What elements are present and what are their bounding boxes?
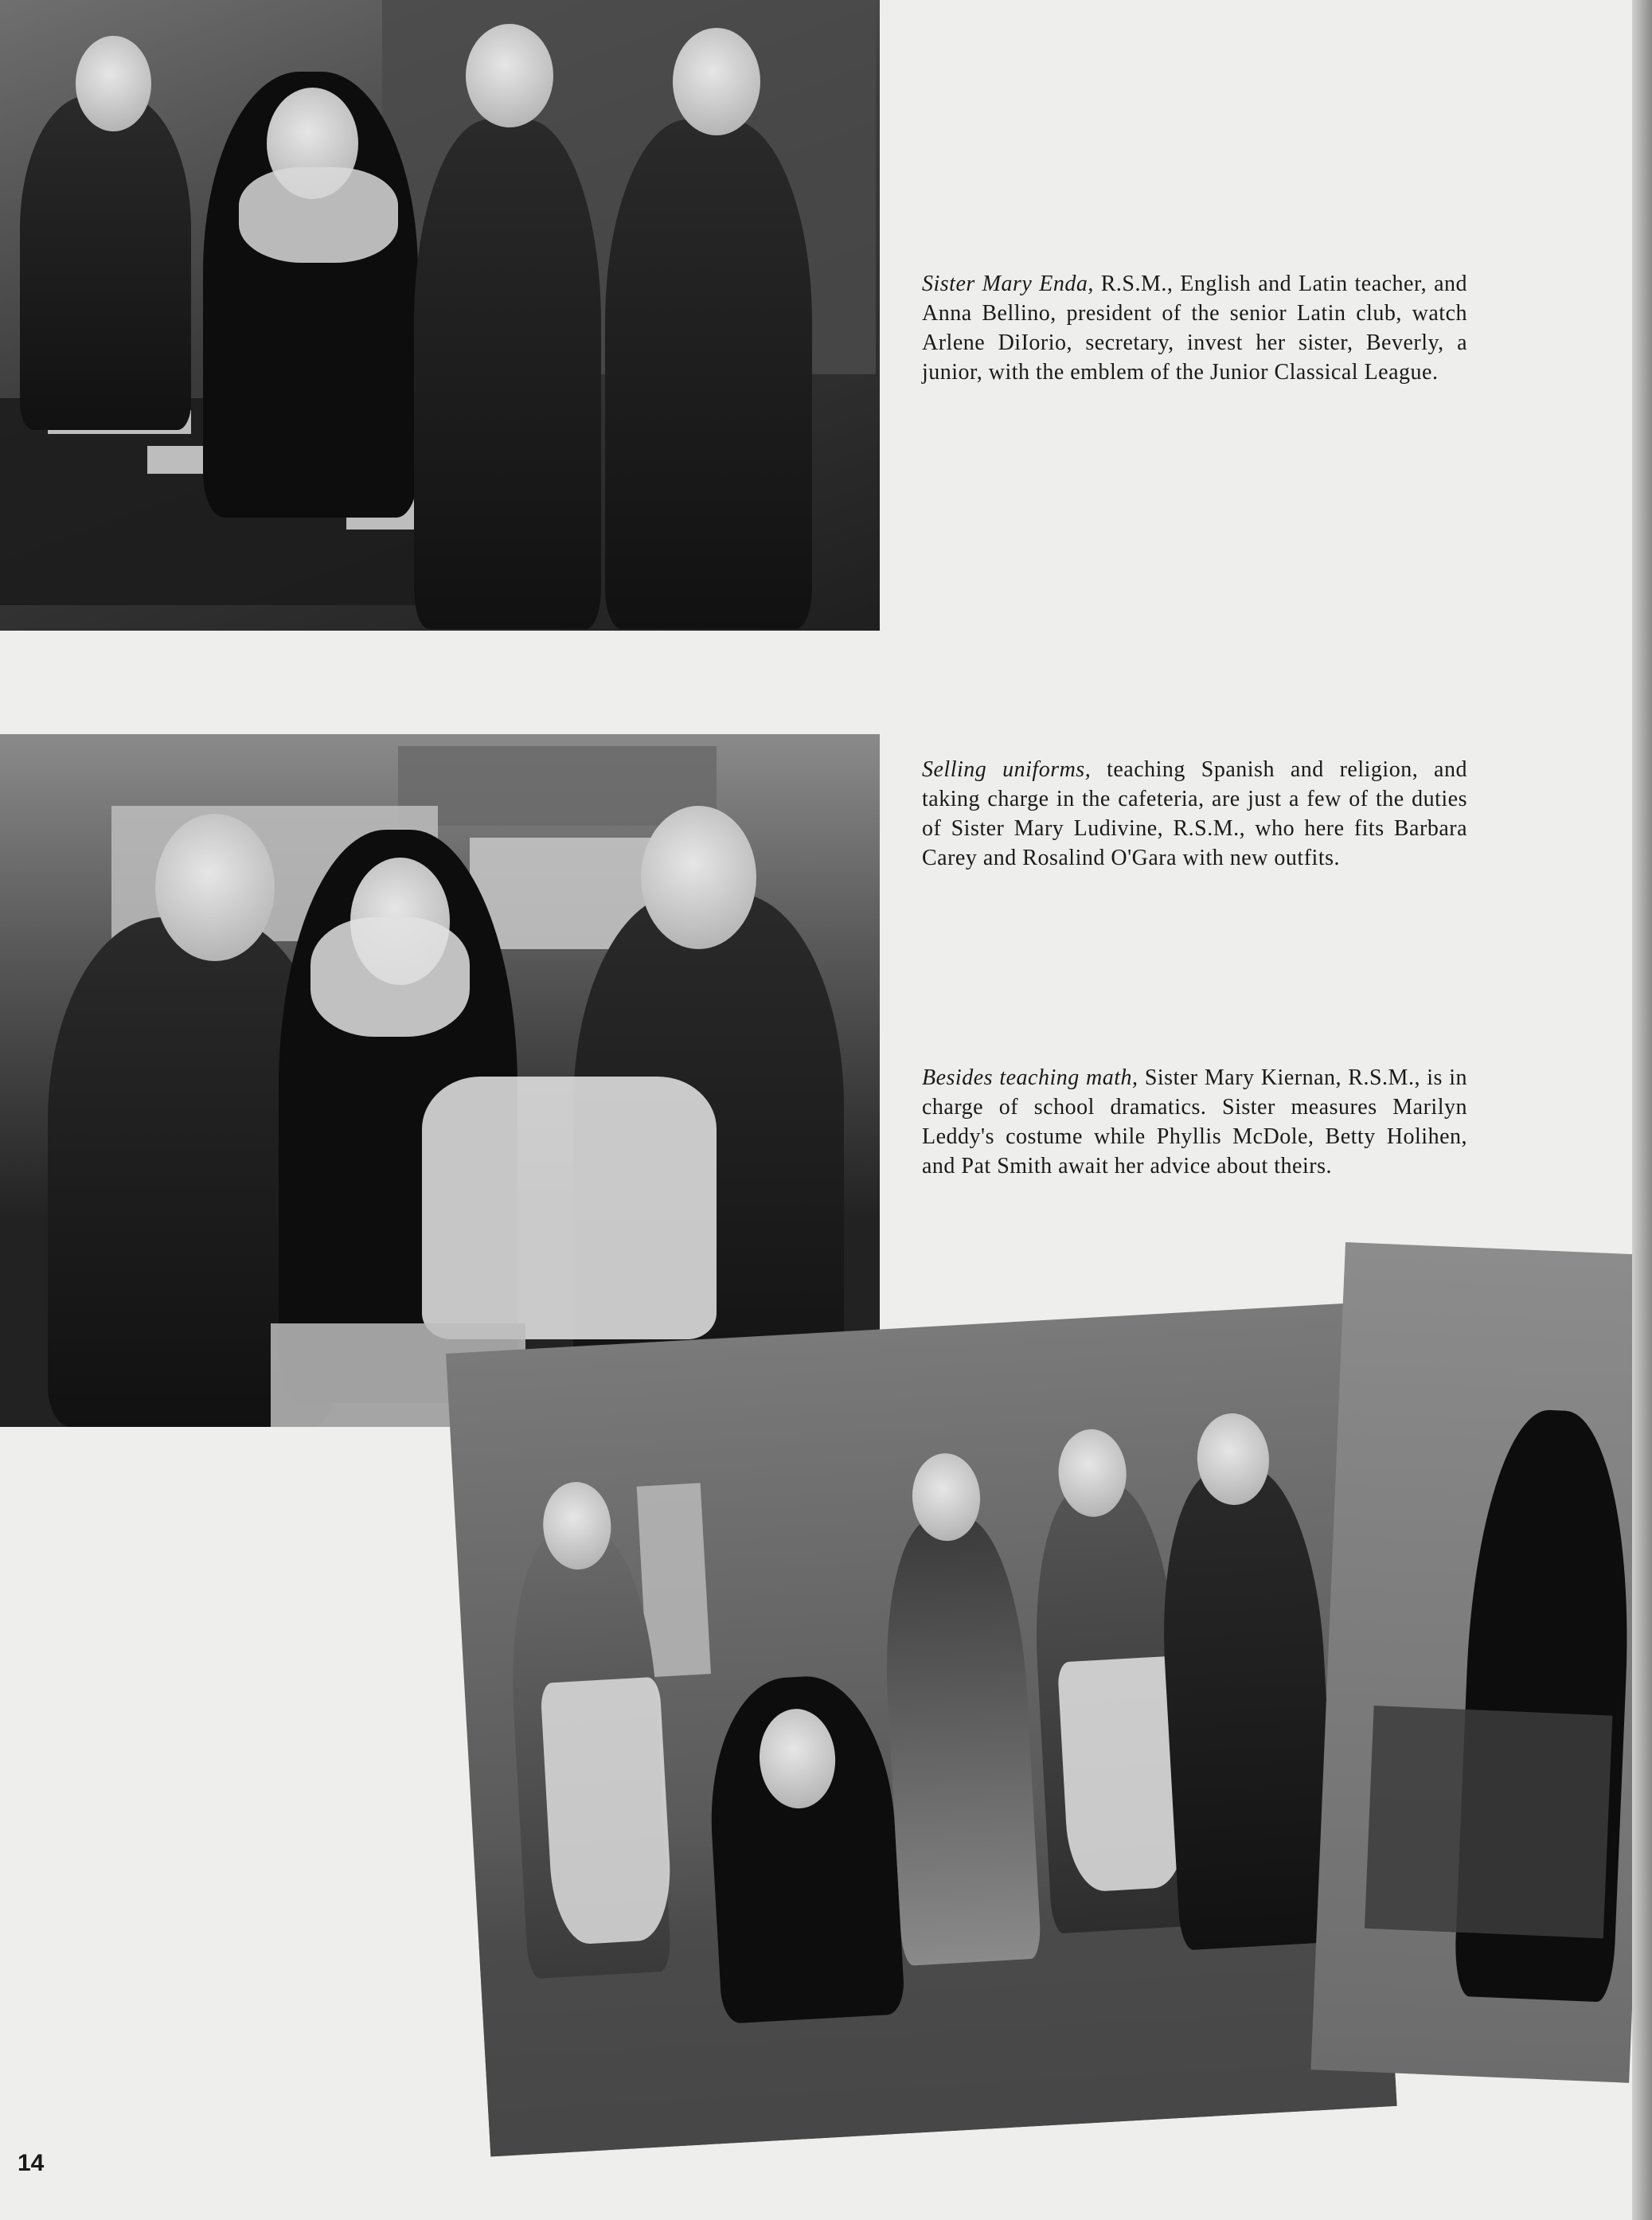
photo-edge: [1310, 1242, 1652, 2083]
caption-body: R.S.M., English and Latin teacher, and Anna Bellino, president of the senior Latin club, watch Arlene DiIorio, secretary, invest her sister, Beverly, a junior, with the emblem of the Junior Classical League.: [922, 272, 1467, 385]
page-gutter: [1632, 0, 1652, 2220]
caption-dramatics: [922, 1063, 1467, 1181]
caption-body: teaching Spanish and religion, and taking charge in the cafeteria, are just a few of the duties of Sister Mary Ludivine, R.S.M., who here fits Barbara Carey and Rosalind O'Gara with new outfits.: [922, 757, 1467, 870]
caption-body: Sister Mary Kiernan, R.S.M., is in charge of school dramatics. Sister measures Marilyn Leddy's costume while Phyllis McDole, Betty Holihen, and Pat Smith await her advice about theirs.: [922, 1065, 1467, 1178]
caption-lead: Sister Mary Enda,: [922, 272, 1094, 296]
photo-uniforms: [0, 734, 880, 1427]
photo-latin-club: [0, 0, 880, 631]
photo-dramatics: [446, 1303, 1397, 2156]
caption-lead: Selling uniforms,: [922, 757, 1092, 782]
page-number: 14: [18, 2150, 45, 2176]
caption-latin-club: [922, 269, 1467, 387]
caption-lead: Besides teaching math,: [922, 1065, 1138, 1090]
caption-uniforms: [922, 755, 1467, 873]
